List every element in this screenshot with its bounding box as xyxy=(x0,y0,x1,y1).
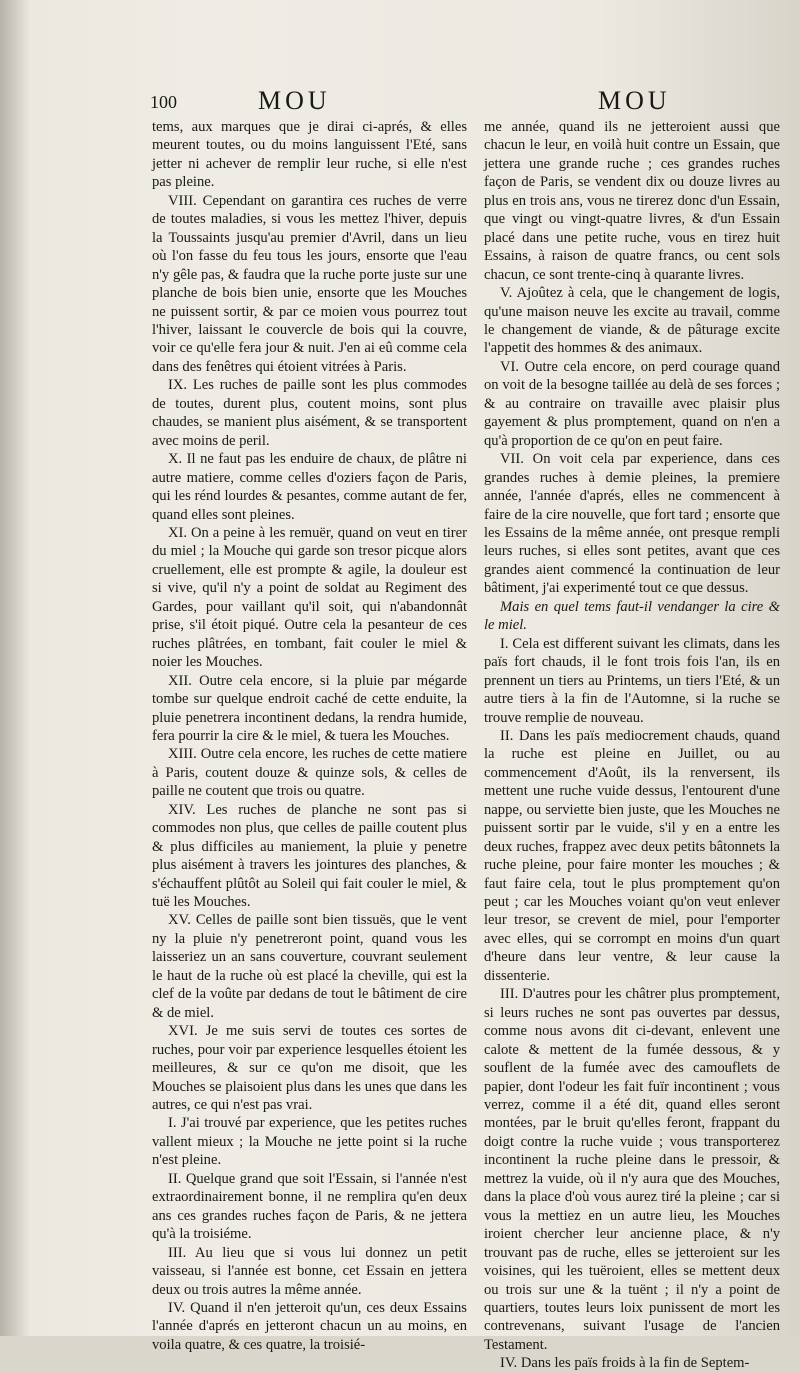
paragraph: III. Au lieu que si vous lui donnez un petit vaisseau, si l'année est bonne, cet Essain en jettera deux ou trois autres la même année. xyxy=(152,1244,467,1298)
left-column xyxy=(152,118,467,1354)
paragraph: XII. Outre cela encore, si la pluie par mégarde tombe sur quelque endroit caché de cette enduite, la pluie penetrera incontinent dedans, la rendra humide, fera pourrir la cire & le miel, & tuera les Mouches. xyxy=(152,672,467,744)
paragraph: I. Cela est different suivant les climats, dans les païs fort chauds, il le font trois fois l'an, ils en prennent un tiers au Printems, un tiers l'Eté, & un autre tiers à la fin de l'Automne, si la ruche se trouve remplie de nouveau. xyxy=(484,635,780,726)
paragraph: XIII. Outre cela encore, les ruches de cette matiere à Paris, coutent douze & quinze sols, & celles de paille ne coutent que trois ou quatre. xyxy=(152,746,467,800)
paragraph: IV. Dans les païs froids à la fin de Septem- xyxy=(500,1355,750,1372)
section-question: Mais en quel tems faut-il vendanger la cire & le miel. xyxy=(484,598,780,634)
running-head xyxy=(150,86,730,116)
paragraph: X. Il ne faut pas les enduire de chaux, de plâtre ni autre matiere, comme celles d'oziers façon de Paris, qui les rénd lourdes & pesantes, comme autant de fer, quand elles sont pleines. xyxy=(152,451,467,523)
paragraph: I. J'ai trouvé par experience, que les petites ruches vallent mieux ; la Mouche ne jette point si la ruche n'est pleine. xyxy=(152,1115,467,1169)
paragraph: IV. Quand il n'en jetteroit qu'un, ces deux Essains l'année d'aprés en jetteront chacun un au moins, en voila quatre, & ces quatre, la troisié- xyxy=(152,1300,467,1353)
page-number: 100 xyxy=(150,92,177,112)
paragraph: XVI. Je me suis servi de toutes ces sortes de ruches, pour voir par experience lesquelles étoient les meilleures, & sur ce qu'on me disoit, que les Mouches se plaisoient plus dans les unes que dans les autres, ce qui n'est pas vrai. xyxy=(152,1023,467,1114)
paragraph: VIII. Cependant on garantira ces ruches de verre de toutes maladies, si vous les mettez l'hiver, depuis la Toussaints jusqu'au premier d'Avril, dans un lieu où l'on fasse du feu tous les jours, ensorte que l'eau n'y gêle pas, & faudra que la ruche porte juste sur une planche de bois bien unie, ensorte que les Mouches ne puissent sortir, & par ce moien vous pourrez tout l'hiver, laissant le couvercle de bois qui la couvre, voir ce qu'elle fera jour & nuit. J'en ai eû comme cela dans des fenêtres qui étoient vitrées à Paris. xyxy=(152,192,467,375)
paragraph: II. Dans les païs mediocrement chauds, quand la ruche est pleine en Juillet, ou au commencement d'Août, ils la renversent, ils mettent une ruche vuide dessus, l'entourent d'une nappe, ou serviette bien juste, que les Mouches ne puissent sortir par le vuide, s'il y en a entre les deux ruches, frappez avec deux petits bâtonnets la ruche pleine, pour faire monter les mouches ; & faut faire cela, tout le plus promptement qu'on peut ; car les Mouches voiant qu'on veut enlever leur tresor, se crevent de miel, pour l'emporter avec elles, qui se corrompt en moins d'un quart d'heure dans leur ventre, & leur cause la dissenterie. xyxy=(484,727,780,984)
paragraph: VII. On voit cela par experience, dans ces grandes ruches à demie pleines, la premiere année, l'année d'aprés, elles ne commencent à faire de la cire nouvelle, que fort tard ; ensorte que les Essains de la même année, ont presque rempli leurs ruches, si elles sont petites, avant que ces grandes aient commencé la continuation de leur bâtiment, j'ai experimenté tout ce que dessus. xyxy=(484,451,780,597)
paragraph: II. Quelque grand que soit l'Essain, si l'année n'est extraordinairement bonne, il ne remplira qu'en deux ans ces grandes ruches façon de Paris, & ne jettera qu'à la troisiéme. xyxy=(152,1170,467,1243)
paragraph: XI. On a peine à les remuër, quand on veut en tirer du miel ; la Mouche qui garde son tresor picque alors cruellement, elle est prompte & agile, la douleur est si vive, qu'il n'y a point de soldat au Regiment des Gardes, pour vaillant qu'il soit, qui n'abandonnât prise, s'il étoit piqué. Outre cela la pesanteur de ces ruches plâtrées, en tombant, fait couler le miel & noier les Mouches. xyxy=(152,524,467,671)
paragraph: XV. Celles de paille sont bien tissuës, que le vent ny la pluie n'y penetreront point, quand vous les laisseriez un an sans couverture, couvrant seulement le haut de la ruche où est placé la cheville, qui est la clef de la voûte par dedans de tout le bâtiment de cire & de miel. xyxy=(152,912,467,1021)
headword-left: MOU xyxy=(258,86,331,115)
paragraph: tems, aux marques que je dirai ci-aprés, & elles meurent toutes, ou du moins languissent l'Eté, sans jetter ni achever de remplir leur ruche, si elle n'est pas pleine. xyxy=(152,119,467,191)
gutter-shadow xyxy=(0,0,30,1336)
paragraph: IX. Les ruches de paille sont les plus commodes de toutes, durent plus, coutent moins, sont plus chaudes, se manient plus aisément, & se transportent avec moins de peril. xyxy=(152,377,467,449)
right-column xyxy=(484,118,780,1373)
headword-right: MOU xyxy=(598,86,671,115)
paragraph: me année, quand ils ne jetteroient aussi que chacun le leur, en voilà huit contre un Essain, que jettera une grande ruche ; ces grandes ruches façon de Paris, se vendent dix ou douze livres au plus en trois ans, vous ne tirerez donc d'un Essain, que vingt ou vingt-quatre livres, & d'un Essain placé dans une petite ruche, vous en tirez huit Essains, à raison de quatre francs, ou cent sols chacun, ce sont trente-cinq à quarante livres. xyxy=(484,119,780,283)
paragraph: III. D'autres pour les châtrer plus promptement, si leurs ruches ne sont pas ouvertes par dessus, comme nous avons dit ci-devant, enlevent une calote & mettent de la fumée dessous, & y souflent de la fumée avec des camouflets de papier, dont l'odeur les fait fuïr incontinent ; vous verrez, comme il a été dit, quand elles seront montées, par le bruit qu'elles feront, frappant du doigt contre la ruche vuide ; vous transporterez incontinent la ruche pleine dans le pressoir, & mettrez la vuide, où il n'y aura que des Mouches, dans la place d'où vous aurez tiré la pleine ; car si vous la mettiez en un autre lieu, les Mouches iroient chercher leur ancienne place, & n'y trouvant pas de ruche, elles se jetteroient sur les voisines, qui les tuëroient, elles se mettent deux ou trois sur une & la tuënt ; il n'y a point de quartiers, toutes leurs loix punissent de mort les contrevenans, suivant l'usage de l'ancien Testament. xyxy=(484,986,780,1353)
paragraph: V. Ajoûtez à cela, que le changement de logis, qu'une maison neuve les excite au travail, comme le changement de viande, & de pâturage excite l'appetit des hommes & des animaux. xyxy=(484,285,780,357)
paragraph: XIV. Les ruches de planche ne sont pas si commodes non plus, que celles de paille coutent plus & plus difficiles au maniement, la pluie y penetre plus aisément à travers les jointures des planches, & s'échauffent plûtôt au Soleil qui fait couler le miel, & tuë les Mouches. xyxy=(152,801,467,911)
paragraph: VI. Outre cela encore, on perd courage quand on voit de la besogne taillée au delà de ses forces ; & au contraire on travaille avec plaisir plus gayement & plus promptement, quand on n'en a qu'à proportion de ce qu'on en peut faire. xyxy=(484,358,780,449)
